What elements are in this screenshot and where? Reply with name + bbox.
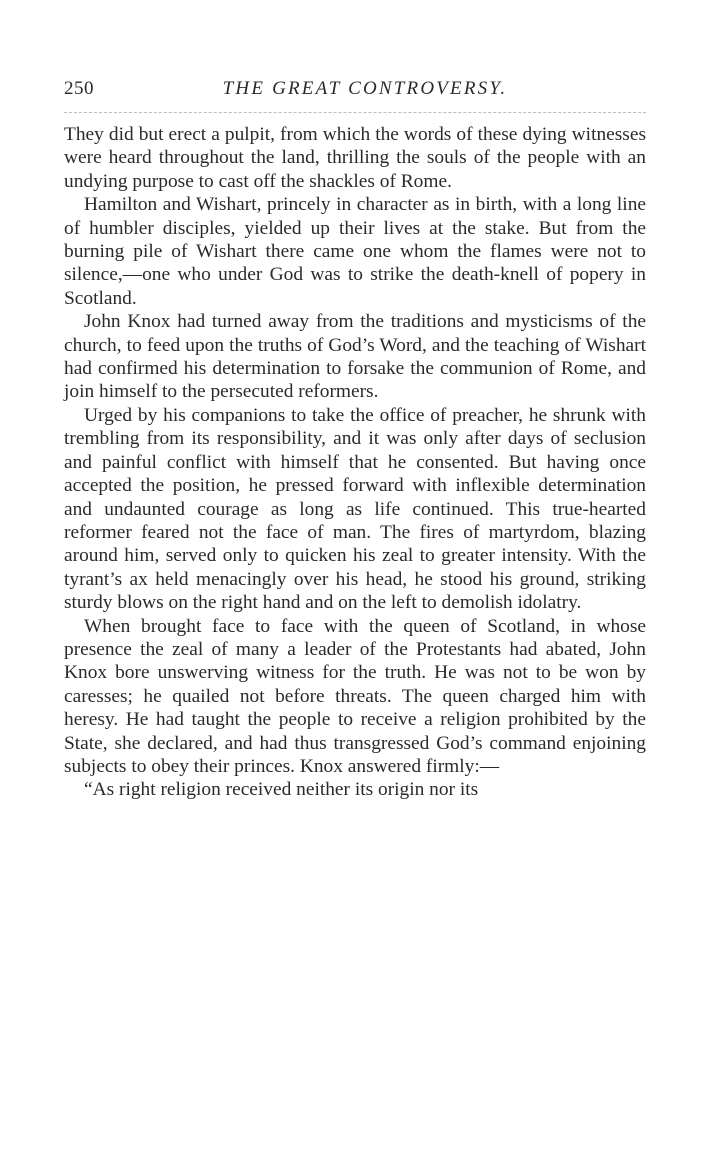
page-header	[64, 78, 646, 106]
paragraph: They did but erect a pulpit, from which the words of these dying witnesses were heard throughout the land, thrilling the souls of the people with an undying purpose to cast off the shackles of Rome.	[64, 124, 646, 192]
page-number: 250	[64, 78, 94, 99]
book-page	[64, 78, 646, 802]
header-rule	[64, 112, 646, 113]
paragraph: Hamilton and Wishart, princely in character as in birth, with a long line of humbler disciples, yielded up their lives at the stake. But from the burning pile of Wishart there came one whom the flames were not to silence,—one who under God was to strike the death-knell of popery in Scotland.	[64, 194, 646, 309]
body-text	[64, 123, 646, 802]
paragraph: Urged by his companions to take the office of preacher, he shrunk with trembling from its responsibility, and it was only after days of seclusion and painful conflict with himself that he consented. But having once accepted the position, he pressed forward with inflexible determination and undaunted courage as long as life continued. This true-hearted reformer feared not the face of man. The fires of martyrdom, blazing around him, served only to quicken his zeal to greater intensity. With the tyrant’s ax held menacingly over his head, he stood his ground, striking sturdy blows on the right hand and on the left to demolish idolatry.	[64, 404, 646, 614]
paragraph: When brought face to face with the queen of Scotland, in whose presence the zeal of many a leader of the Protestants had abated, John Knox bore unswerving witness for the truth. He was not to be won by caresses; he quailed not before threats. The queen charged him with heresy. He had taught the people to receive a religion prohibited by the State, she declared, and had thus transgressed God’s command enjoining subjects to obey their princes. Knox answered firmly:—	[64, 615, 646, 777]
running-head: THE GREAT CONTROVERSY.	[222, 78, 508, 99]
paragraph: John Knox had turned away from the traditions and mysticisms of the church, to feed upon the truths of God’s Word, and the teaching of Wishart had confirmed his determination to forsake the communion of Rome, and join himself to the persecuted reformers.	[64, 311, 646, 403]
paragraph: “As right religion received neither its origin nor its	[84, 779, 479, 801]
